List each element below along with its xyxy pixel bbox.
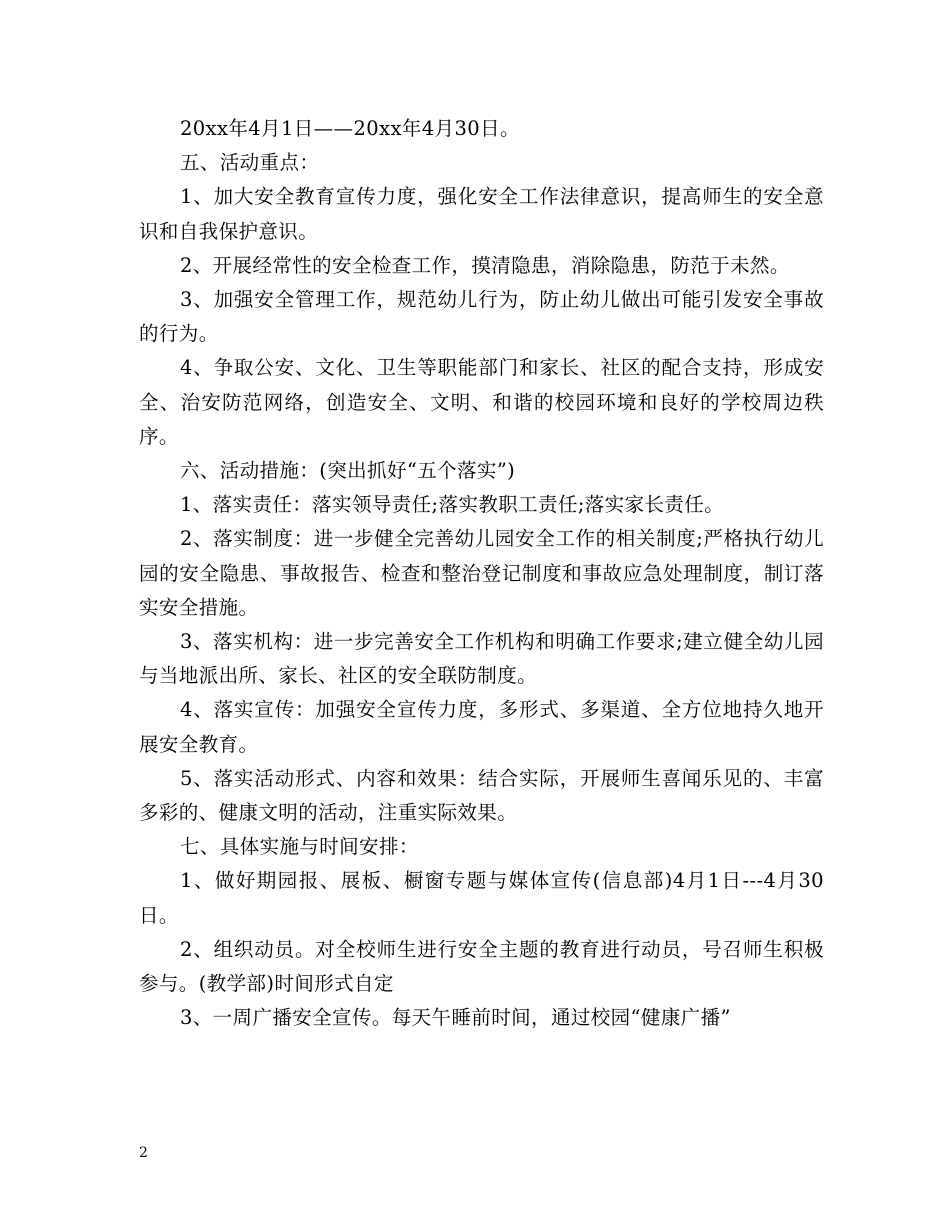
focus-item-3: 3、加强安全管理工作，规范幼儿行为，防止幼儿做出可能引发安全事故的行为。 xyxy=(139,288,824,346)
focus-item-1: 1、加大安全教育宣传力度，强化安全工作法律意识，提高师生的安全意识和自我保护意识。 xyxy=(139,185,824,243)
measure-item-1: 1、落实责任：落实领导责任;落实教职工责任;落实家长责任。 xyxy=(179,493,725,517)
section-heading-focus: 五、活动重点： xyxy=(179,151,320,175)
schedule-item-3: 3、一周广播安全宣传。每天午睡前时间，通过校园“健康广播” xyxy=(179,1006,731,1030)
page-number: 2 xyxy=(139,1145,148,1161)
measure-item-5: 5、落实活动形式、内容和效果：结合实际，开展师生喜闻乐见的、丰富多彩的、健康文明的活动，注重实际效果。 xyxy=(139,766,824,825)
focus-item-2: 2、开展经常性的安全检查工作，摸清隐患，消除隐患，防范于未然。 xyxy=(179,253,790,277)
date-range-line: 20xx年4月1日——20xx年4月30日。 xyxy=(179,117,520,140)
measure-item-2: 2、落实制度：进一步健全完善幼儿园安全工作的相关制度;严格执行幼儿园的安全隐患、事故报告、检查和整治登记制度和事故应急处理制度，制订落实安全措施。 xyxy=(139,527,824,619)
measure-item-3: 3、落实机构：进一步完善安全工作机构和明确工作要求;建立健全幼儿园与当地派出所、家长、社区的安全联防制度。 xyxy=(139,630,824,688)
schedule-item-2: 2、组织动员。对全校师生进行安全主题的教育进行动员，号召师生积极参与。(教学部)时间形式自定 xyxy=(139,937,824,996)
section-heading-measures: 六、活动措施：(突出抓好“五个落实”) xyxy=(179,459,516,483)
section-heading-schedule: 七、具体实施与时间安排： xyxy=(179,835,419,859)
measure-item-4: 4、落实宣传：加强安全宣传力度，多形式、多渠道、全方位地持久地开展安全教育。 xyxy=(139,698,824,756)
document-body xyxy=(139,112,824,1035)
focus-item-4: 4、争取公安、文化、卫生等职能部门和家长、社区的配合支持，形成安全、治安防范网络，创造安全、文明、和谐的校园环境和良好的学校周边秩序。 xyxy=(139,356,824,448)
schedule-item-1: 1、做好期园报、展板、橱窗专题与媒体宣传(信息部)4月1日---4月30日。 xyxy=(139,869,824,927)
